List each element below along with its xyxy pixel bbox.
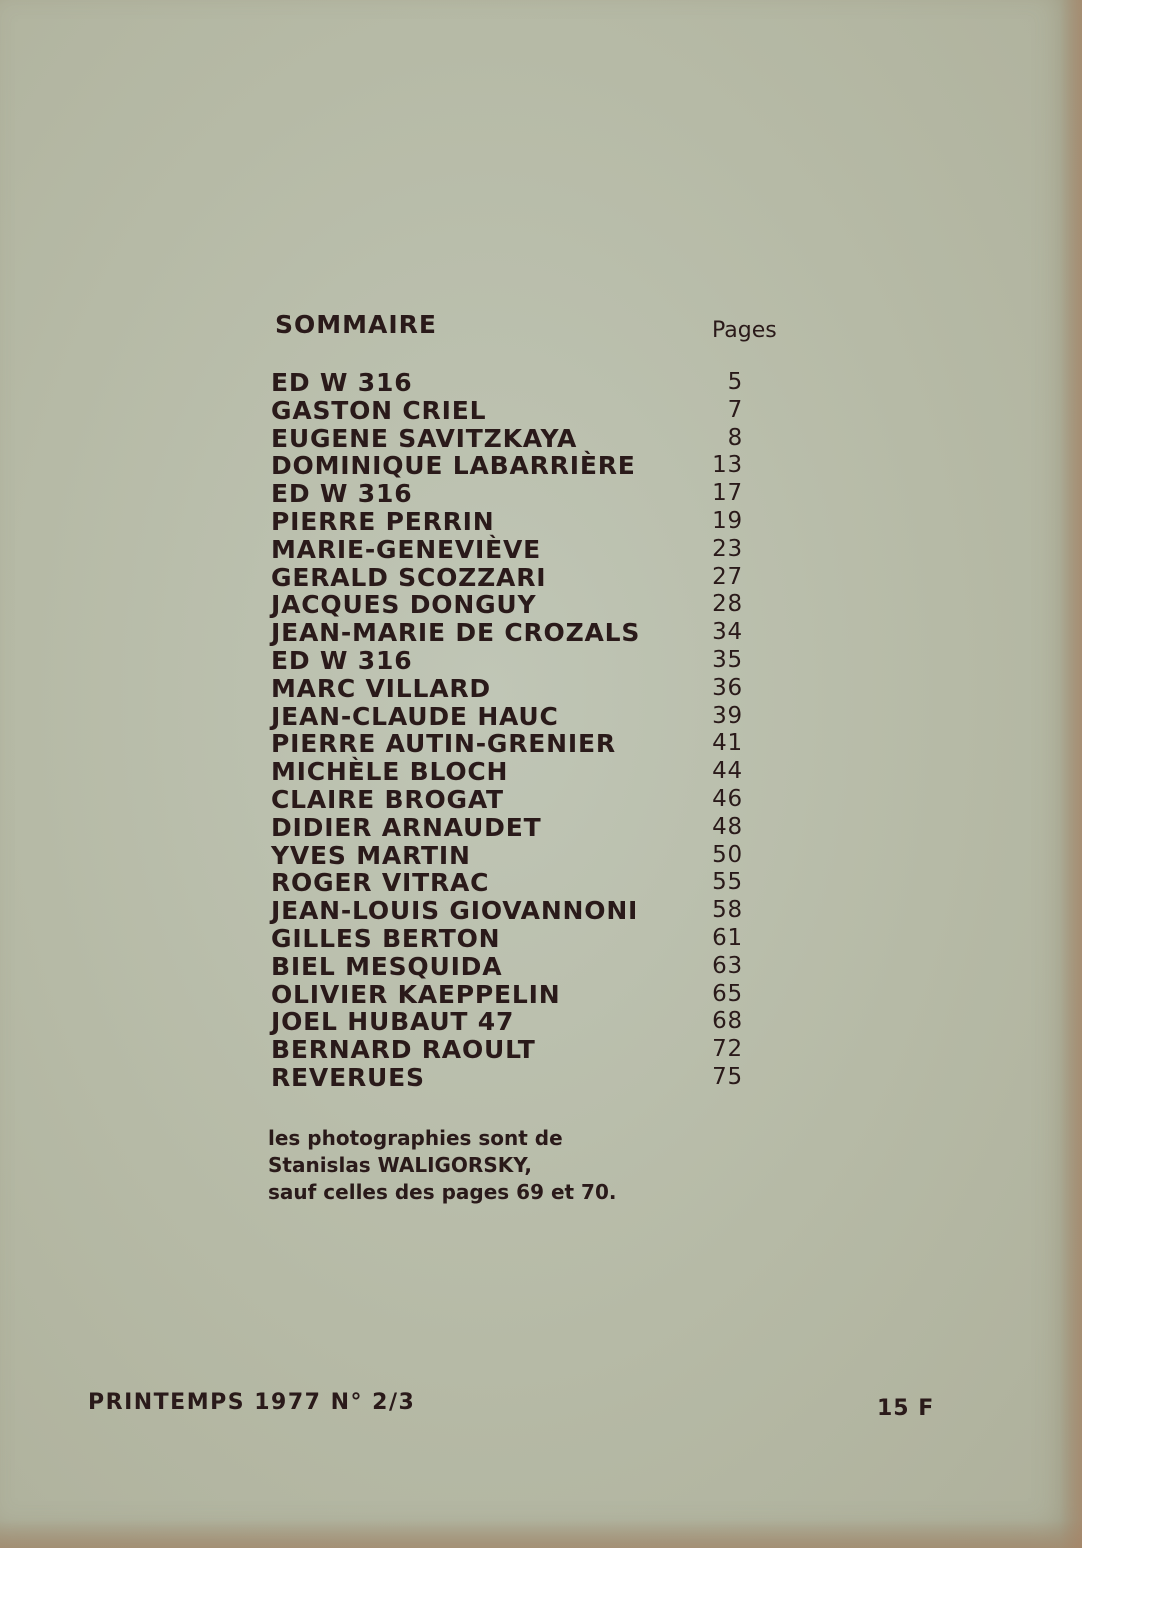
toc-author-name: GILLES BERTON [271,923,501,953]
toc-page-number: 72 [712,1036,743,1063]
toc-author-name: REVERUES [271,1062,425,1092]
toc-author-name: BERNARD RAOULT [271,1035,536,1065]
pages-column-heading: Pages [712,318,777,343]
toc-author-name: JOEL HUBAUT 47 [271,1007,515,1037]
toc-author-name: JEAN-LOUIS GIOVANNONI [271,896,639,926]
toc-author-name: OLIVIER KAEPPELIN [271,979,561,1009]
toc-author-name: MICHÈLE BLOCH [271,757,509,787]
toc-entry [271,953,771,981]
toc-author-name: ED W 316 [271,368,413,397]
toc-author-name: ROGER VITRAC [271,868,490,898]
toc-entry [271,619,771,647]
toc-page-number: 27 [712,563,743,590]
toc-author-name: JEAN-MARIE DE CROZALS [271,618,641,648]
toc-entry [271,1064,771,1092]
toc-author-name: JEAN-CLAUDE HAUC [271,701,559,731]
toc-page-number: 36 [712,674,743,701]
toc-page-number: 41 [712,730,743,757]
toc-author-name: GASTON CRIEL [271,395,487,425]
toc-entry [271,869,771,897]
toc-author-name: ED W 316 [271,645,413,675]
toc-author-name: PIERRE PERRIN [271,506,495,536]
issue-label: PRINTEMPS 1977 N° 2/3 [88,1390,416,1415]
toc-heading: SOMMAIRE [275,310,437,339]
toc-entry [271,786,771,814]
toc-author-name: DOMINIQUE LABARRIÈRE [271,451,636,481]
photo-credits [268,1125,617,1206]
toc-page-number: 13 [712,452,743,479]
paper-edge-bottom [0,1520,1082,1548]
toc-entry [271,480,771,508]
toc-page-number: 35 [712,646,743,673]
toc-page-number: 17 [712,480,743,507]
toc-author-name: PIERRE AUTIN-GRENIER [271,729,616,759]
toc-entry [271,425,771,453]
table-of-contents [271,369,771,1092]
toc-entry [271,508,771,536]
toc-page-number: 58 [712,897,743,924]
toc-author-name: EUGENE SAVITZKAYA [271,423,578,453]
toc-entry [271,591,771,619]
toc-page-number: 19 [712,507,743,534]
toc-page-number: 61 [712,924,743,951]
toc-page-number: 46 [712,785,743,812]
toc-author-name: YVES MARTIN [271,840,471,870]
toc-author-name: JACQUES DONGUY [271,590,537,620]
toc-entry [271,536,771,564]
toc-entry [271,1008,771,1036]
toc-page-number: 39 [712,702,743,729]
toc-entry [271,842,771,870]
toc-entry [271,981,771,1009]
toc-author-name: ED W 316 [271,479,413,509]
toc-entry [271,814,771,842]
toc-entry [271,397,771,425]
toc-page-number: 28 [712,591,743,618]
toc-entry [271,703,771,731]
toc-page-number: 63 [712,952,743,979]
toc-page-number: 65 [712,980,743,1007]
toc-entry [271,758,771,786]
toc-entry [271,452,771,480]
credits-line: les photographies sont de [268,1126,563,1150]
credits-line: sauf celles des pages 69 et 70. [268,1180,617,1204]
toc-page-number: 34 [712,619,743,646]
toc-page-number: 5 [727,369,743,395]
toc-entry [271,897,771,925]
toc-author-name: GERALD SCOZZARI [271,562,547,592]
toc-author-name: MARIE-GENEVIÈVE [271,534,541,564]
toc-page-number: 75 [712,1063,743,1090]
toc-page-number: 68 [712,1008,743,1035]
toc-page-number: 55 [712,869,743,896]
toc-entry [271,647,771,675]
toc-page-number: 44 [712,758,743,785]
toc-entry [271,369,771,397]
toc-entry [271,925,771,953]
toc-entry [271,675,771,703]
toc-page-number: 48 [712,813,743,840]
credits-line: Stanislas WALIGORSKY, [268,1153,532,1177]
toc-entry [271,1036,771,1064]
toc-entry [271,564,771,592]
toc-author-name: DIDIER ARNAUDET [271,812,542,842]
paper-edge-right [1060,0,1082,1548]
toc-page-number: 23 [712,535,743,562]
toc-entry [271,730,771,758]
price-label: 15 F [877,1396,935,1421]
toc-page-number: 7 [727,396,743,423]
toc-page-number: 50 [712,841,743,868]
toc-author-name: BIEL MESQUIDA [271,951,503,981]
toc-author-name: MARC VILLARD [271,673,491,703]
toc-author-name: CLAIRE BROGAT [271,784,504,814]
toc-page-number: 8 [727,424,743,451]
